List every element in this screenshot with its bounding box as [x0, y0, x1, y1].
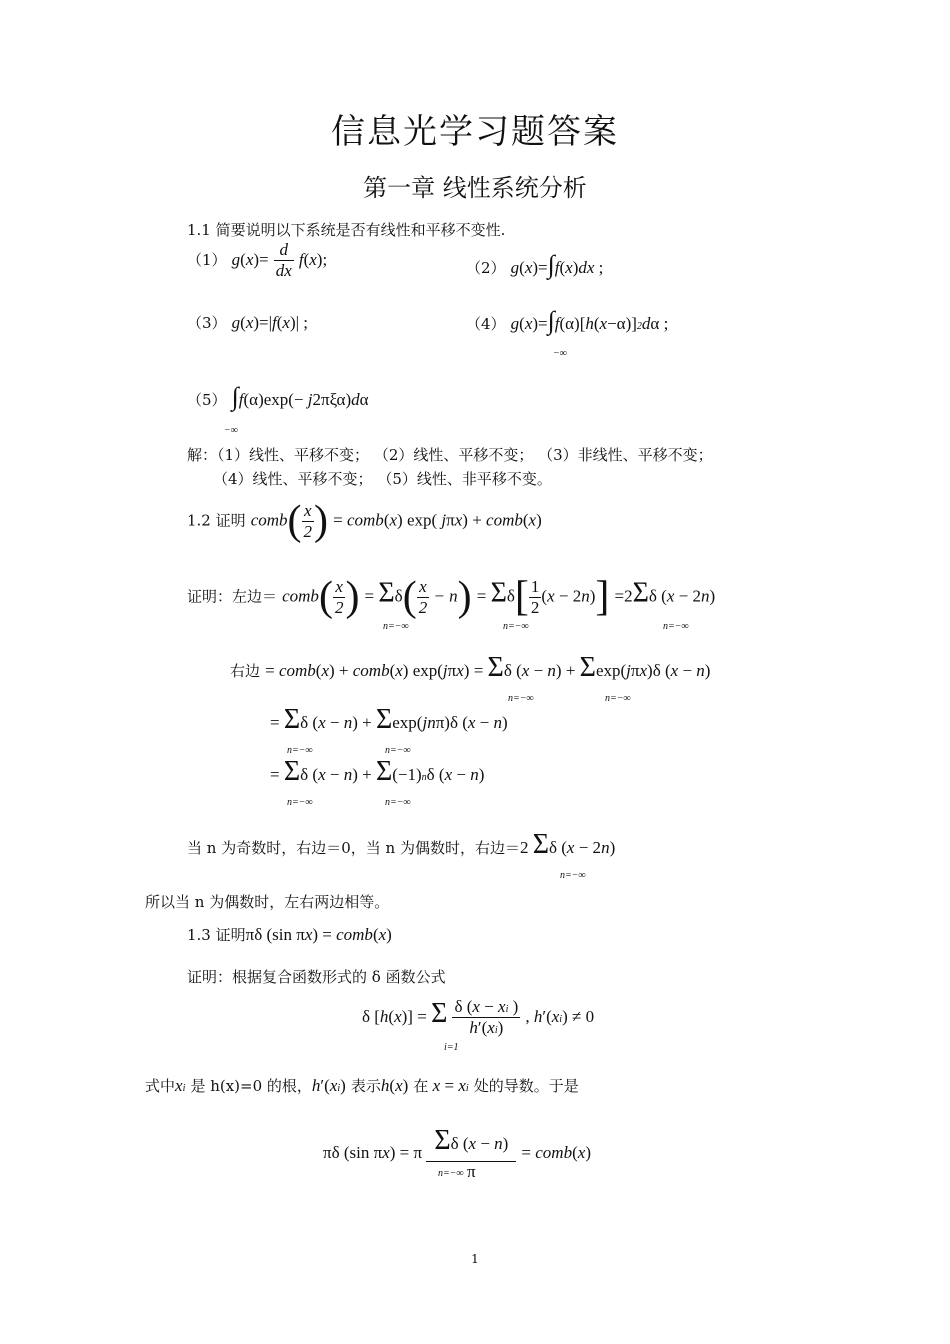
sum-limit: n=−∞ [503, 621, 529, 632]
explanation-line: 式中xi 是 h(x)=0 的根，h′(xi) 表示h(x) 在 x = xi 处的导数。于是 [145, 1076, 579, 1095]
proof-right-side-1: 右边 = comb(x) + comb(x) exp(jπx) = Σδ (x − n) + Σexp(jπx)δ (x − n) [230, 652, 711, 683]
chapter-title: 第一章 线性系统分析 [363, 174, 587, 202]
page-title: 信息光学习题答案 [331, 112, 619, 152]
sum-limit: i=1 [444, 1042, 459, 1053]
item-number: （2） [466, 259, 506, 277]
integral-lower-limit: −∞ [553, 348, 567, 359]
proof-right-side-3: = Σδ (x − n) + Σ(−1)nδ (x − n) [270, 756, 485, 787]
problem-1-2: 1.2 证明 comb( $\frac{x}{2}$ ) = comb(x) exp( jπx) + comb(x) [187, 498, 542, 544]
page-number: 1 [471, 1252, 479, 1266]
item-number: （3） [187, 314, 227, 332]
proof-label: 证明：左边＝ [187, 587, 278, 606]
equation-1-1-1: （1） g(x)= $\frac{d}{dx}$ f(x); [187, 240, 328, 280]
problem-1-1-label: 1.1 简要说明以下系统是否有线性和平移不变性. [187, 221, 506, 239]
sum-limit: n=−∞ [385, 745, 411, 756]
item-number: （4） [466, 315, 506, 333]
odd-even-text: 当 n 为奇数时，右边＝0，当 n 为偶数时，右边＝ [187, 839, 520, 857]
problem-1-2-label: 1.2 证明 [187, 511, 246, 530]
where-text-a: 式中 [145, 1077, 176, 1095]
odd-even-statement: 当 n 为奇数时，右边＝0，当 n 为偶数时，右边＝2 Σδ (x − 2n) [187, 829, 616, 860]
problem-1-3-label: 1.3 证明 [187, 926, 246, 944]
proof-intro-1-3: 证明：根据复合函数形式的 δ 函数公式 [187, 968, 446, 986]
where-text-c: 表示 [350, 1077, 381, 1095]
where-text-d: 在 [413, 1077, 429, 1095]
equation-1-1-5: （5） ∫f(α)exp(− j2πξα)dα [187, 382, 369, 411]
sum-limit: n=−∞ [287, 745, 313, 756]
item-number: （5） [187, 391, 227, 409]
sum-limit: n=−∞ [383, 621, 409, 632]
integral-lower-limit: −∞ [224, 425, 238, 436]
sum-limit: n=−∞ [287, 797, 313, 808]
delta-composite-formula: δ [h(x)] = Σ $\frac{\delta (x - xi )}{h'(xi)}$ , h′(xi) ≠ 0 [362, 997, 595, 1037]
proof-right-side-2: = Σδ (x − n) + Σexp(jnπ)δ (x − n) [270, 704, 508, 735]
conclusion-1-2: 所以当 n 为偶数时，左右两边相等。 [145, 893, 390, 911]
answer-1-1-line2: （4）线性、平移不变； （5）线性、非平移不变。 [213, 470, 552, 488]
sum-limit: n=−∞ [508, 693, 534, 704]
equation-1-1-3: （3） g(x)=|f(x)| ; [187, 313, 309, 332]
proof-left-side: 证明：左边＝ comb( $\frac{x}{2}$ ) = Σδ( $\frac{x}{2}$ − n) = Σδ[ $\frac{1}{2}$ (x − 2n)] =2Σδ (x − 2n) [187, 574, 716, 620]
sum-limit: n=−∞ [663, 621, 689, 632]
equation-1-1-2: （2） g(x)=∫f(x)dx ; [466, 250, 604, 279]
sum-limit: n=−∞ [438, 1168, 464, 1179]
answer-1-1-line1: 解：（1）线性、平移不变； （2）线性、平移不变； （3）非线性、平移不变； [187, 446, 713, 464]
sum-limit: n=−∞ [560, 870, 586, 881]
item-number: （1） [187, 251, 227, 269]
problem-1-3: 1.3 证明πδ (sin πx) = comb(x) [187, 925, 392, 944]
sum-limit: n=−∞ [605, 693, 631, 704]
where-text-e: 处的导数。于是 [473, 1077, 579, 1095]
equation-1-1-4: （4） g(x)=∫f(α)[h(x−α)]2dα ; [466, 306, 669, 335]
final-equation: πδ (sin πx) = π $\frac{\Sigma\delta (x - n)}{\pi}$ = comb(x) [323, 1125, 591, 1181]
right-side-label: 右边 [230, 662, 261, 680]
sum-limit: n=−∞ [385, 797, 411, 808]
where-text-b: 是 h(x)=0 的根， [190, 1077, 312, 1095]
